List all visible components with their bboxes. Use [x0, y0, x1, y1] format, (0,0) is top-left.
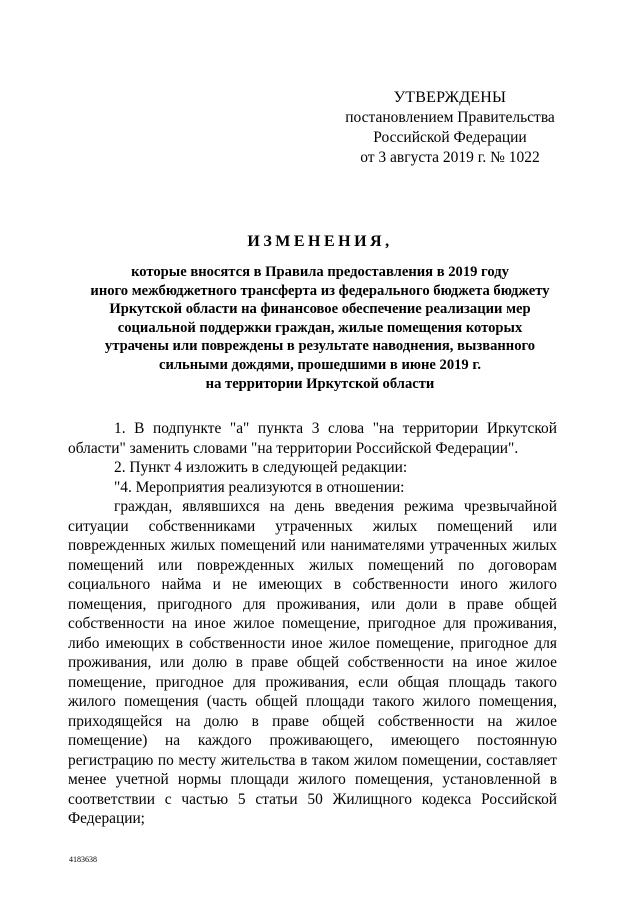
document-title: ИЗМЕНЕНИЯ, [247, 233, 393, 250]
subtitle-line: утрачены или повреждены в результате наводнения, вызванного [104, 338, 536, 355]
approval-line-1: постановлением Правительства [345, 109, 555, 126]
subtitle-line: которые вносятся в Правила предоставления в 2019 году [131, 264, 509, 280]
approval-stamp [330, 88, 570, 168]
paragraph-quote-start: "4. Мероприятия реализуются в отношении: [114, 478, 405, 496]
subtitle-line: иного межбюджетного трансферта из федерального бюджета бюджету [90, 282, 550, 299]
document-title-block [60, 233, 580, 393]
document-code: 4183638 [69, 855, 97, 864]
subtitle-line: Иркутской области на финансовое обеспечение реализации мер [109, 301, 531, 318]
paragraph-item-1: 1. В подпункте "а" пункта 3 слова "на территории Иркутской области" заменить словами "на территории Российской Федерации". [68, 420, 557, 457]
subtitle-line: сильными дождями, прошедшими в июне 2019 г. [158, 356, 482, 373]
subtitle-line: социальной поддержки граждан, жилые помещения которых [117, 319, 523, 336]
document-body [68, 419, 557, 829]
approval-line-3: от 3 августа 2019 г. № 1022 [360, 149, 540, 166]
approval-heading: УТВЕРЖДЕНЫ [393, 89, 507, 106]
approval-line-2: Российской Федерации [373, 129, 527, 146]
document-subtitle [60, 263, 580, 393]
subtitle-line: на территории Иркутской области [205, 375, 435, 392]
paragraph-item-2: 2. Пункт 4 изложить в следующей редакции: [114, 459, 408, 476]
paragraph-citizens: граждан, являвшихся на день введения режима чрезвычайной ситуации собственниками утраченных жилых помещений или поврежденных жилых помещений или нанимателями утраченных жилых помещений или поврежденных жилых помещений по договорам социального найма и не имеющих в собственности иного жилого помещения, пригодного для проживания, или доли в праве общей собственности на иное жилое помещение, пригодное для проживания, либо имеющих в собственности иное жилое помещение, пригодное для проживания, или долю в праве общей собственности на иное жилое помещение, пригодное для проживания, если общая площадь такого жилого помещения (часть общей площади такого жилого помещения, приходящейся на долю в праве общей собственности на жилое помещение) на каждого проживающего, имеющего постоянную регистрацию по месту жительства в таком жилом помещении, составляет менее учетной нормы площади жилого помещения, установленной в соответствии с частью 5 статьи 50 Жилищного кодекса Российской Федерации; [68, 498, 557, 827]
